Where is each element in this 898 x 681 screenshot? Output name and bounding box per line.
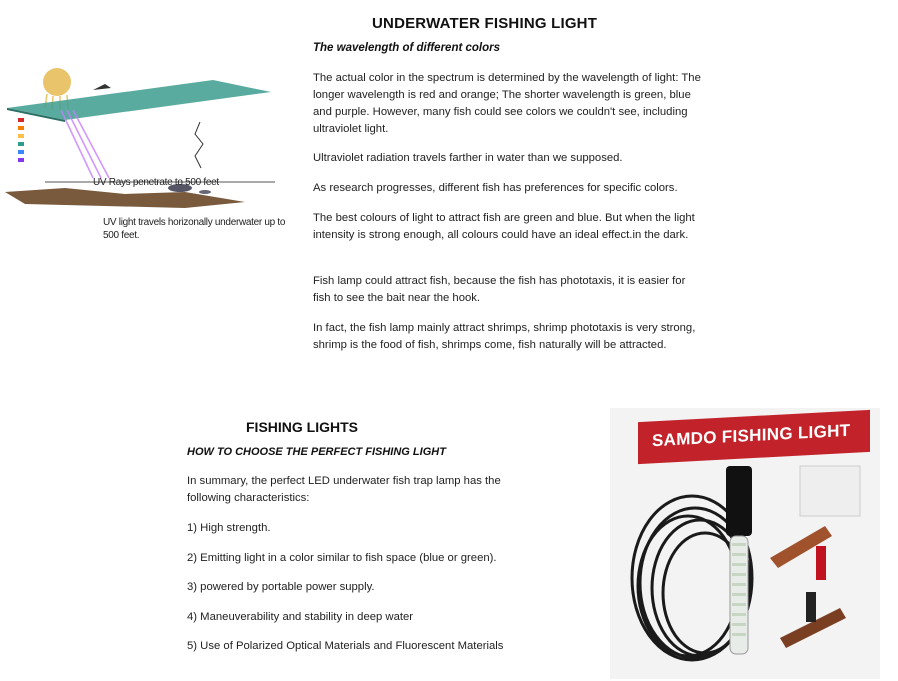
list-item: 1) High strength. bbox=[187, 522, 271, 534]
product-graphic bbox=[610, 408, 880, 679]
section-title-underwater-fishing-light: UNDERWATER FISHING LIGHT bbox=[372, 15, 598, 32]
sun-icon bbox=[43, 68, 71, 96]
list-item: 4) Maneuverability and stability in deep water bbox=[187, 611, 414, 623]
section-title-fishing-lights: FISHING LIGHTS bbox=[246, 419, 358, 435]
color-spectrum-icon bbox=[18, 118, 24, 162]
paragraph: The actual color in the spectrum is determined by the wavelength of light: The longer wavelength is red and orange; The shorter wavelength is green, blue and purple. However, many fish could see colors we couldn't see, including ultraviolet light. bbox=[313, 72, 701, 135]
boat-icon bbox=[93, 84, 111, 90]
section-subtitle-wavelength: The wavelength of different colors bbox=[313, 42, 501, 54]
product-image bbox=[610, 408, 880, 679]
diagram-label-uv-horizontal: UV light travels horizonally underwater up to 500 feet. bbox=[103, 217, 286, 241]
lamp-housing bbox=[726, 466, 752, 536]
list-item: 5) Use of Polarized Optical Materials and Fluorescent Materials bbox=[187, 640, 504, 652]
uv-depth-diagram-graphic bbox=[5, 64, 285, 214]
uv-depth-diagram bbox=[5, 64, 286, 241]
diagram-label-uv-rays: UV Rays penetrate to 500 feet bbox=[93, 177, 219, 188]
product-brand-text: SAMDO FISHING LIGHT bbox=[652, 420, 851, 451]
paragraph: In fact, the fish lamp mainly attract shrimps, shrimp phototaxis is very strong, shrimp is the food of fish, shrimps come, fish naturally will be attracted. bbox=[313, 322, 696, 351]
paragraph: As research progresses, different fish has preferences for specific colors. bbox=[313, 182, 678, 194]
paragraph: Ultraviolet radiation travels farther in water than we supposed. bbox=[313, 152, 623, 164]
uv-rays bbox=[61, 110, 109, 178]
paragraph-intro: In summary, the perfect LED underwater fish trap lamp has the following characteristics: bbox=[187, 475, 501, 504]
list-item: 2) Emitting light in a color similar to fish space (blue or green). bbox=[187, 552, 497, 564]
section-subtitle-how-to-choose: HOW TO CHOOSE THE PERFECT FISHING LIGHT bbox=[187, 446, 446, 458]
spec-card bbox=[800, 466, 860, 516]
list-item: 3) powered by portable power supply. bbox=[187, 581, 375, 593]
paragraph: Fish lamp could attract fish, because the fish has phototaxis, it is easier for fish to see the bait near the hook. bbox=[313, 275, 686, 304]
paragraph: The best colours of light to attract fish are green and blue. But when the light intensity is strong enough, all colours could have an ideal effect.in the dark. bbox=[313, 212, 695, 241]
